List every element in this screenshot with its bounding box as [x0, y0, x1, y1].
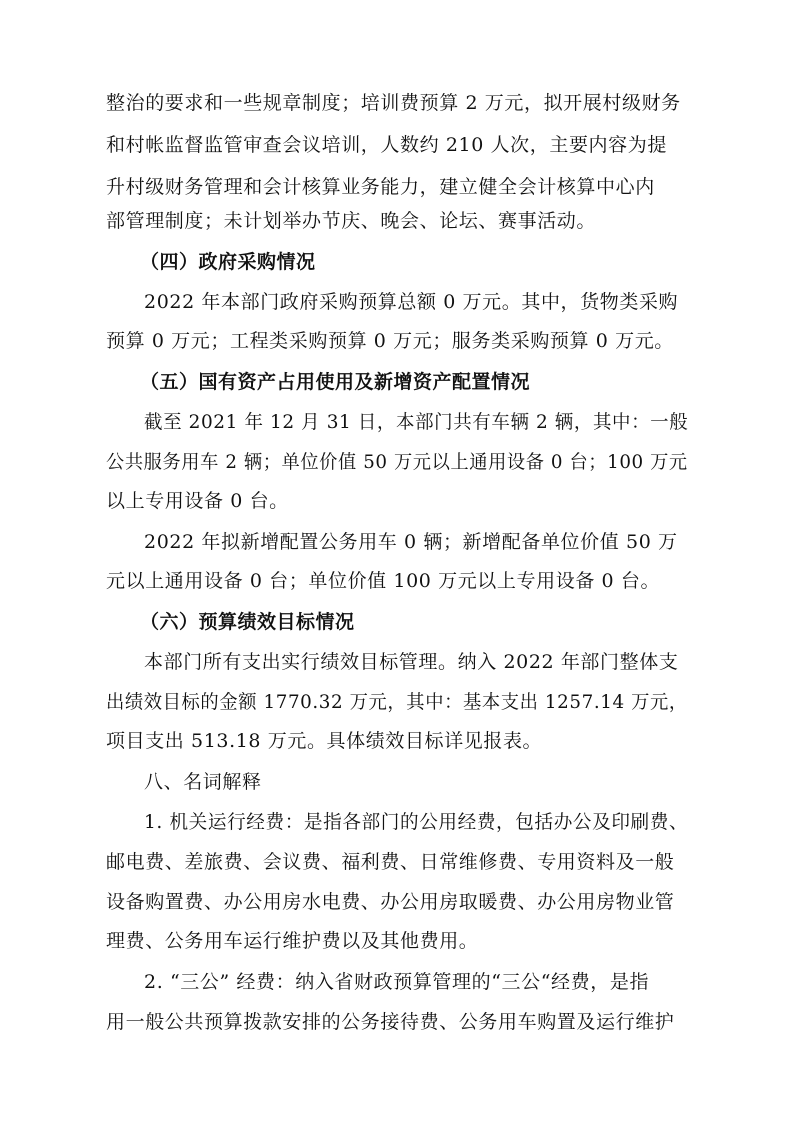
paragraph-line: 1. 机关运行经费：是指各部门的公用经费，包括办公及印刷费、 [144, 811, 689, 833]
section-heading-state-assets: （五）国有资产占用使用及新增资产配置情况 [140, 371, 531, 393]
paragraph-line: 理费、公务用车运行维护费以及其他费用。 [106, 930, 479, 952]
paragraph-line: 2022 年拟新增配置公务用车 0 辆；新增配备单位价值 50 万 [144, 531, 678, 553]
paragraph-line: 整治的要求和一些规章制度；培训费预算 2 万元，拟开展村级财务 [106, 92, 681, 114]
paragraph-line: 邮电费、差旅费、会议费、福利费、日常维修费、专用资料及一般 [106, 851, 675, 873]
paragraph-line: 元以上通用设备 0 台；单位价值 100 万元以上专用设备 0 台。 [106, 570, 661, 592]
paragraph-line: 公共服务用车 2 辆；单位价值 50 万元以上通用设备 0 台；100 万元 [106, 451, 688, 473]
paragraph-line: 出绩效目标的金额 1770.32 万元，其中：基本支出 1257.14 万元， [106, 691, 688, 713]
paragraph-line: 2. “三公” 经费：纳入省财政预算管理的“三公“经费，是指 [144, 971, 650, 993]
paragraph-line: 截至 2021 年 12 月 31 日，本部门共有车辆 2 辆，其中：一般 [144, 411, 689, 433]
paragraph-line: 项目支出 513.18 万元。具体绩效目标详见报表。 [106, 730, 543, 752]
paragraph-line: 设备购置费、办公用房水电费、办公用房取暖费、办公用房物业管 [106, 891, 675, 913]
paragraph-line: 2022 年本部门政府采购预算总额 0 万元。其中，货物类采购 [144, 291, 679, 313]
section-heading-glossary: 八、名词解释 [144, 771, 262, 793]
section-heading-performance-goals: （六）预算绩效目标情况 [140, 611, 355, 633]
paragraph-line: 用一般公共预算拨款安排的公务接待费、公务用车购置及运行维护 [106, 1011, 675, 1033]
paragraph-line: 和村帐监督监管审查会议培训，人数约 210 人次，主要内容为提 [106, 134, 667, 156]
paragraph-line: 部管理制度；未计划举办节庆、晚会、论坛、赛事活动。 [106, 210, 597, 232]
paragraph-line: 预算 0 万元；工程类采购预算 0 万元；服务类采购预算 0 万元。 [106, 330, 674, 352]
section-heading-government-procurement: （四）政府采购情况 [140, 251, 316, 273]
paragraph-line: 升村级财务管理和会计核算业务能力，建立健全会计核算中心内 [106, 176, 655, 198]
paragraph-line: 以上专用设备 0 台。 [106, 490, 289, 512]
paragraph-line: 本部门所有支出实行绩效目标管理。纳入 2022 年部门整体支 [144, 651, 679, 673]
